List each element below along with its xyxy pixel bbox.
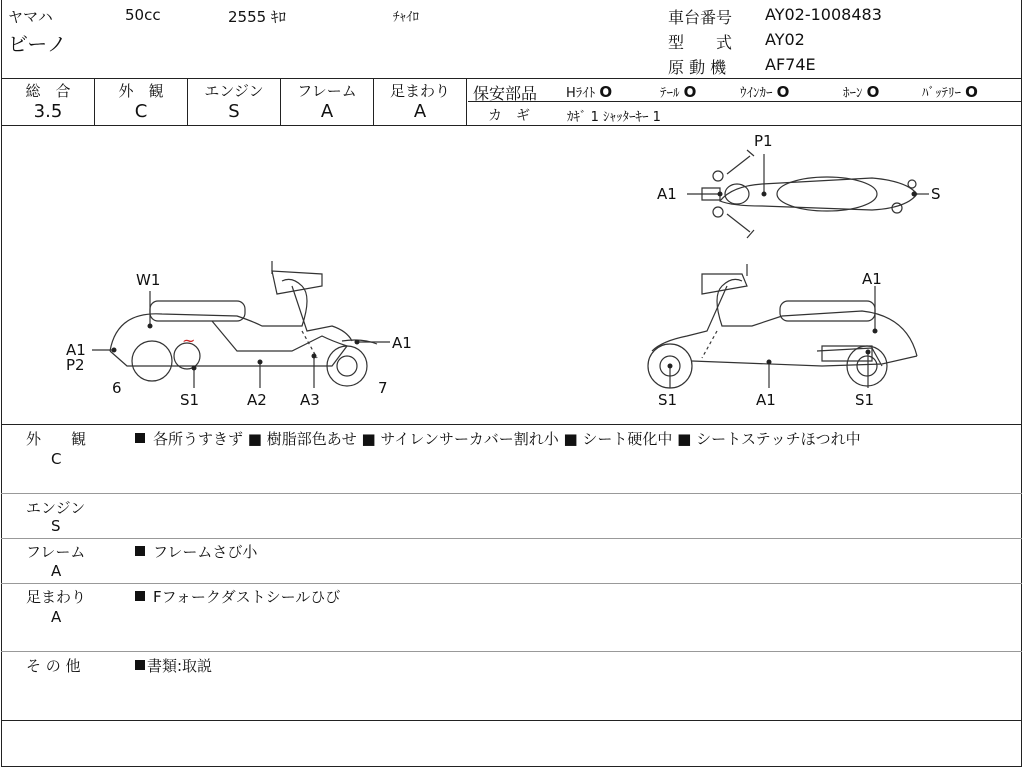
safety-item-horn: ﾎｰﾝ O [843,83,880,101]
displacement: 50cc [125,6,161,24]
note-engine-label: エンジン [26,499,86,517]
safety-item-winker: ｳｲﾝｶｰ O [740,83,790,101]
engine-label: 原 動 機 [668,58,727,77]
label-s-top: S [931,185,941,203]
scratch-mark: ~ [182,331,196,350]
bullet-square [135,546,145,556]
note-exterior-text: 各所うすきず ■ 樹脂部色あせ ■ サイレンサーカバー割れ小 ■ シート硬化中 ■ シートステッチほつれ中 [135,428,1015,450]
mileage: 2555 ｷﾛ [228,8,286,26]
bullet-square [135,591,145,601]
engine-value: AF74E [765,55,816,74]
rule [1,583,1022,584]
top-view-drawing [702,150,917,238]
divider [466,78,467,125]
rule [468,101,1022,102]
safety-item-battery: ﾊﾞｯﾃﾘｰ O [922,83,978,101]
bullet-square [135,433,145,443]
scooter-diagram [2,126,1021,424]
rule [1,720,1022,721]
grade-suspension-value: A [413,101,427,122]
note-suspension-grade: A [51,608,62,626]
safety-item-headlight: Hﾗｲﾄ O [566,83,613,101]
note-exterior-label: 外 観 [26,430,87,448]
maker: ヤマハ [8,8,53,26]
label-a1-right-mid: A1 [756,391,776,409]
grade-exterior-label: 外 観 [118,82,164,100]
grade-engine-label: エンジン [204,82,264,100]
rule [1,78,1022,79]
type-value: AY02 [765,30,805,49]
safety-label: 保安部品 [473,84,538,103]
bullet-square [135,660,145,670]
frame-no: AY02-1008483 [765,5,882,24]
label-a3-left: A3 [300,391,320,409]
note-frame-label: フレーム [26,543,86,561]
grade-total-label: 総 合 [25,82,71,100]
label-6-left: 6 [112,379,122,397]
grade-engine-value: S [228,101,240,122]
note-suspension-text: Fフォークダストシールひび [135,586,340,607]
label-s1-right-rear: S1 [855,391,875,409]
rule [1,651,1022,652]
model-name: ビーノ [8,32,67,56]
grade-total-value: 3.5 [33,101,63,122]
type-label: 型 式 [668,33,733,52]
rule [1,538,1022,539]
keys-value: ｶｷﾞ 1 ｼｬｯﾀｰｷｰ 1 [567,110,661,125]
note-engine-grade: S [51,517,61,535]
note-other-label: そ の 他 [26,657,81,675]
label-s1-right-front: S1 [658,391,678,409]
safety-item-tail: ﾃｰﾙ O [660,83,697,101]
grade-frame-label: フレーム [297,82,357,100]
label-a1-top: A1 [657,185,677,203]
color: ﾁｬｲﾛ [393,10,419,25]
label-a2-left: A2 [247,391,267,409]
note-other-text: 書類:取説 [135,655,212,676]
grade-suspension-label: 足まわり [389,82,450,100]
rule [1,493,1022,494]
label-7-left: 7 [378,379,388,397]
rule [1,424,1022,425]
grade-exterior-value: C [134,101,148,122]
label-a1-left: A1 [66,341,86,359]
grade-frame-value: A [320,101,334,122]
label-a1-right: A1 [862,270,882,288]
keys-label: カ ギ [488,108,530,124]
label-p2-left: P2 [66,356,85,374]
note-suspension-label: 足まわり [26,588,87,606]
note-exterior-grade: C [51,450,62,468]
label-a1-left-front: A1 [392,334,412,352]
label-w1-left: W1 [136,271,161,289]
note-frame-text: フレームさび小 [135,541,257,562]
label-p1-top: P1 [754,132,773,150]
frame-no-label: 車台番号 [668,8,733,27]
label-s1-left: S1 [180,391,200,409]
note-frame-grade: A [51,562,62,580]
